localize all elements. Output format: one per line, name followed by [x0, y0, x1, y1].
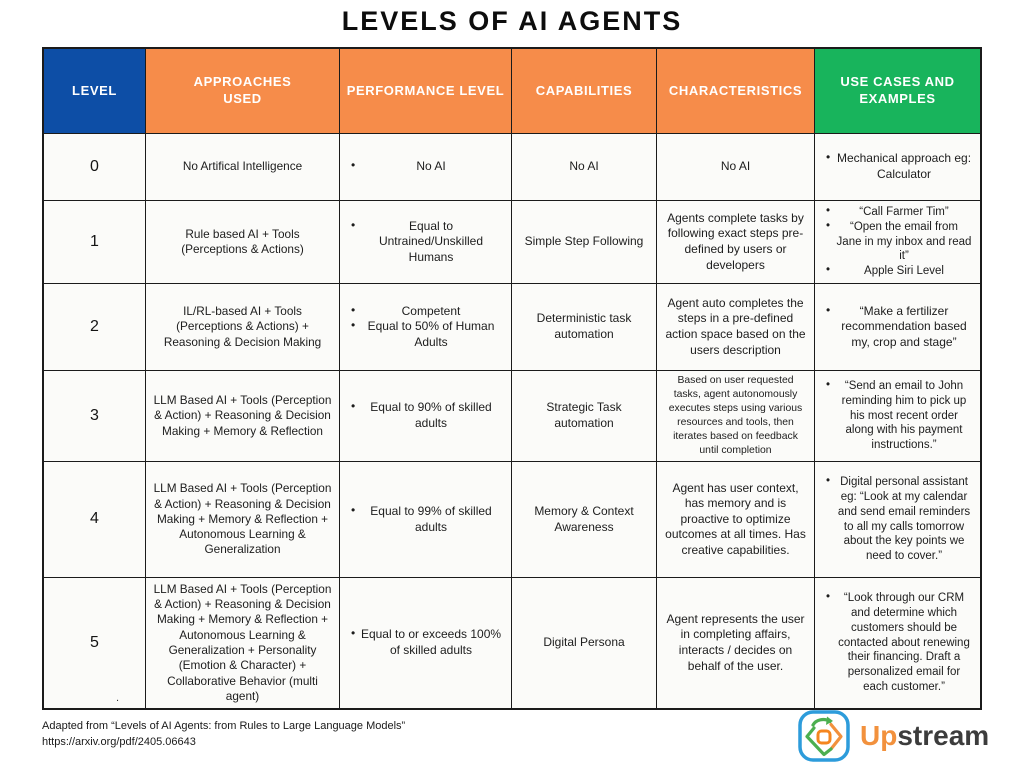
- approaches-4-text: LLM Based AI + Tools (Perception & Action) + Reasoning & Decision Making + Memory & Reflection + Autonomous Learning & Generalization: [153, 481, 332, 557]
- bullet-item: [346, 304, 505, 320]
- attribution-line2: https://arxiv.org/pdf/2405.06643: [42, 735, 196, 748]
- approaches-5-text: LLM Based AI + Tools (Perception & Action) + Reasoning & Decision Making + Memory & Reflection + Autonomous Learning & Generalization + Personality (Emotion & Character) + Collaborative Behavior (multi agent): [153, 581, 332, 703]
- levels-table: [42, 47, 982, 710]
- performance-1-text: Equal to Untrained/Unskilled Humans: [378, 218, 484, 264]
- bullet-item: [346, 219, 505, 266]
- cell-approaches-0: [146, 134, 340, 201]
- stray-dot: .: [116, 691, 120, 704]
- cell-use-cases-3: [815, 371, 980, 462]
- cell-characteristics-4: [657, 462, 815, 578]
- cell-level-1: [44, 201, 146, 284]
- cell-characteristics-2: [657, 284, 815, 371]
- header-approaches: [146, 49, 340, 134]
- cell-characteristics-5: [657, 578, 815, 708]
- cell-performance-2: [340, 284, 512, 371]
- approaches-3-text: LLM Based AI + Tools (Perception & Action) + Reasoning & Decision Making + Memory & Reflection: [153, 393, 332, 438]
- performance-3-text: Equal to 90% of skilled adults: [370, 400, 492, 430]
- cell-level-4: [44, 462, 146, 578]
- bullet-item: [821, 151, 974, 182]
- wordmark-stream: stream: [897, 720, 990, 751]
- header-characteristics-label: CHARACTERISTICS: [668, 82, 803, 98]
- cell-level-5: [44, 578, 146, 708]
- approaches-2-text: IL/RL-based AI + Tools (Perceptions & Actions) + Reasoning & Decision Making: [163, 304, 322, 349]
- cell-capabilities-2: [512, 284, 657, 371]
- bullet-item: [821, 205, 974, 220]
- cell-characteristics-0: [657, 134, 815, 201]
- characteristics-1-text: Agents complete tasks by following exact steps pre-defined by users or developers: [667, 210, 804, 272]
- bullet-item: [821, 475, 974, 565]
- use-case-2-0-text: “Make a fertilizer recommendation based my, crop and stage”: [841, 303, 967, 349]
- use-case-3-0-text: “Send an email to John reminding him to pick up his most recent order along with his payment instructions.”: [841, 379, 967, 452]
- approaches-0-text: No Artifical Intelligence: [182, 159, 303, 174]
- header-approaches-label: APPROACHES USED: [193, 74, 292, 106]
- cell-characteristics-3: [657, 371, 815, 462]
- cell-performance-4: [340, 462, 512, 578]
- header-level-label: LEVEL: [72, 82, 117, 98]
- cell-approaches-1: [146, 201, 340, 284]
- cell-performance-5: [340, 578, 512, 708]
- cell-use-cases-2: [815, 284, 980, 371]
- header-performance: [340, 49, 512, 134]
- cell-level-2: [44, 284, 146, 371]
- level-2-value: 2: [90, 317, 99, 335]
- cell-use-cases-4: [815, 462, 980, 578]
- attribution-line1: Adapted from “Levels of AI Agents: from Rules to Large Language Models”: [42, 720, 406, 732]
- characteristics-5-text: Agent represents the user in completing affairs, interacts / decides on behalf of the user.: [666, 611, 805, 673]
- characteristics-0-text: No AI: [720, 159, 751, 174]
- header-use-cases: [815, 49, 980, 134]
- capabilities-4-text: Memory & Context Awareness: [534, 503, 634, 534]
- level-1-value: 1: [90, 232, 99, 250]
- bullet-item: [821, 220, 974, 265]
- use-case-1-2-text: Apple Siri Level: [864, 265, 944, 278]
- characteristics-2-text: Agent auto completes the steps in a pre-defined action space based on the users description: [665, 295, 806, 357]
- approaches-1-text: Rule based AI + Tools (Perceptions & Actions): [181, 226, 304, 256]
- use-case-0-0-text: Mechanical approach eg: Calculator: [836, 151, 972, 181]
- characteristics-3-text: Based on user requested tasks, agent autonomously executes steps using various resources and tools, then iterates based on feedback until completion: [668, 374, 803, 457]
- cell-performance-0: [340, 134, 512, 201]
- use-case-1-1-text: “Open the email from Jane in my inbox and read it”: [836, 220, 972, 263]
- level-3-value: 3: [90, 406, 99, 424]
- level-4-value: 4: [90, 510, 99, 528]
- capabilities-5-text: Digital Persona: [543, 635, 625, 650]
- upstream-app-icon: [797, 709, 851, 763]
- cell-level-3: [44, 371, 146, 462]
- bullet-item: [821, 591, 974, 696]
- bullet-item: [821, 379, 974, 454]
- upstream-logo: [797, 709, 989, 763]
- bullet-item: [346, 400, 505, 431]
- cell-performance-1: [340, 201, 512, 284]
- cell-use-cases-1: [815, 201, 980, 284]
- upstream-wordmark: [860, 720, 989, 752]
- capabilities-0-text: No AI: [569, 159, 599, 174]
- use-case-5-0-text: “Look through our CRM and determine which customers should be contacted about renewing their financing. Draft a personalized email for each customer.”: [838, 591, 970, 694]
- capabilities-3-text: Strategic Task automation: [546, 400, 622, 430]
- use-case-1-0-text: “Call Farmer Tim”: [859, 205, 949, 218]
- characteristics-4-text: Agent has user context, has memory and is proactive to optimize outcomes at all times. Has creative capabilities.: [665, 480, 806, 557]
- bullet-item: [821, 304, 974, 351]
- bullet-item: [821, 264, 974, 279]
- cell-performance-3: [340, 371, 512, 462]
- level-0-value: 0: [90, 157, 99, 175]
- performance-5-text: Equal to or exceeds 100% of skilled adults: [360, 627, 502, 657]
- performance-0-text: No AI: [416, 159, 446, 174]
- bullet-item: [346, 504, 505, 535]
- header-capabilities-label: CAPABILITIES: [535, 82, 633, 98]
- cell-level-0: [44, 134, 146, 201]
- performance-4-text: Equal to 99% of skilled adults: [370, 503, 492, 534]
- bullet-item: [346, 159, 505, 175]
- attribution: [42, 719, 405, 751]
- header-capabilities: [512, 49, 657, 134]
- cell-capabilities-1: [512, 201, 657, 284]
- header-level: [44, 49, 146, 134]
- use-case-4-0-text: Digital personal assistant eg: “Look at my calendar and send email reminders to all my calls tomorrow about the key points we need to cover.”: [837, 475, 971, 563]
- bullet-item: [346, 627, 505, 658]
- level-5-value: 5: [90, 633, 99, 651]
- cell-characteristics-1: [657, 201, 815, 284]
- capabilities-2-text: Deterministic task automation: [536, 311, 632, 341]
- performance-2-1-text: Equal to 50% of Human Adults: [367, 319, 495, 349]
- performance-2-0-text: Competent: [401, 303, 461, 318]
- cell-approaches-5: [146, 578, 340, 708]
- cell-capabilities-5: [512, 578, 657, 708]
- cell-capabilities-3: [512, 371, 657, 462]
- cell-approaches-4: [146, 462, 340, 578]
- bullet-item: [346, 319, 505, 350]
- page-title: LEVELS OF AI AGENTS: [341, 6, 683, 36]
- cell-capabilities-0: [512, 134, 657, 201]
- header-characteristics: [657, 49, 815, 134]
- cell-use-cases-0: [815, 134, 980, 201]
- cell-capabilities-4: [512, 462, 657, 578]
- wordmark-up: Up: [860, 720, 898, 751]
- cell-approaches-2: [146, 284, 340, 371]
- cell-approaches-3: [146, 371, 340, 462]
- cell-use-cases-5: [815, 578, 980, 708]
- capabilities-1-text: Simple Step Following: [524, 234, 644, 249]
- header-performance-label: PERFORMANCE LEVEL: [346, 82, 505, 98]
- header-use-cases-label: USE CASES AND EXAMPLES: [840, 74, 955, 106]
